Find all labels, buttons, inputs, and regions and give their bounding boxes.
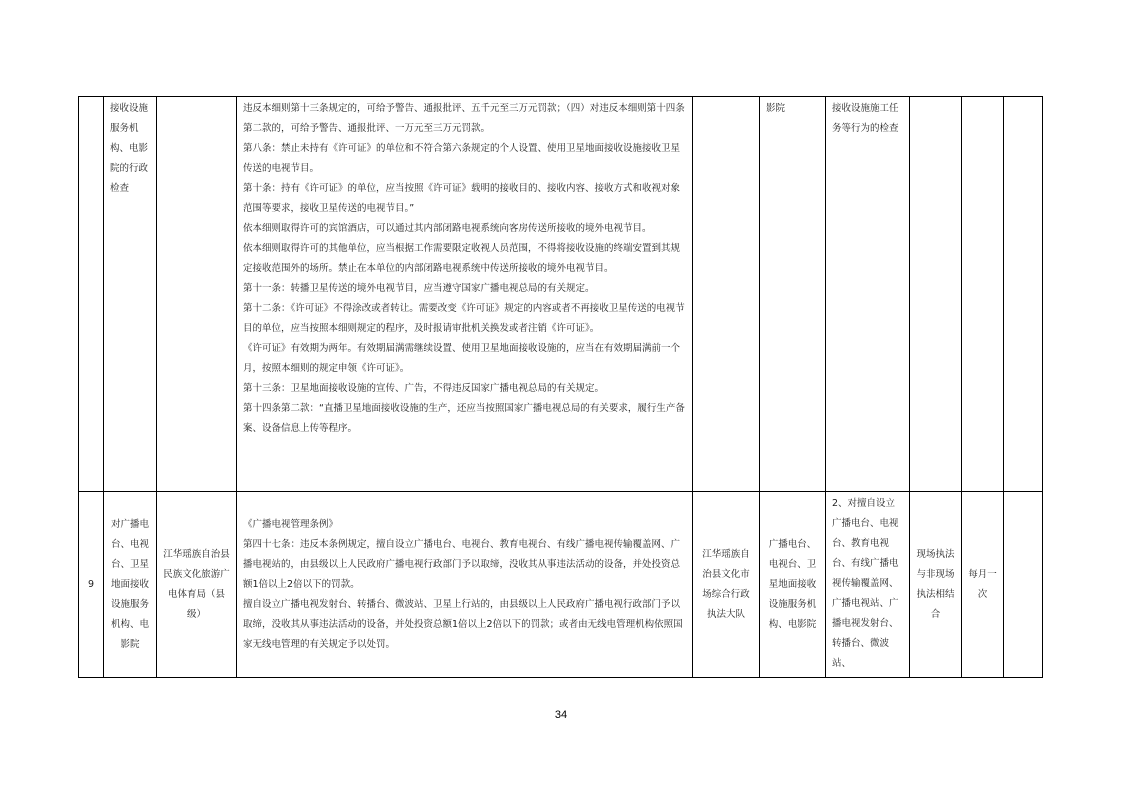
basis-paragraph: 第十四条第二款：“直播卫星地面接收设施的生产，还应当按照国家广播电视总局的有关要求，履行生产备案、设备信息上传等程序。 [243, 403, 685, 434]
inspection-item: 对广播电台、电视台、卫星地面接收设施服务机构、电影院 [104, 492, 157, 678]
inspection-frequency: 每月一次 [962, 492, 1004, 678]
basis-paragraph: 《许可证》有效期为两年。有效期届满需继续设置、使用卫星地面接收设施的，应当在有效期届满前一个月，按照本细则的规定申领《许可证》。 [243, 343, 681, 374]
inspection-subject [157, 97, 237, 492]
basis-paragraph: 违反本细则第十三条规定的，可给予警告、通报批评、五千元至三万元罚款；（四）对违反本细则第十四条第二款的，可给予警告、通报批评、一万元至三万元罚款。 [243, 103, 685, 134]
basis-paragraph: 第四十七条：违反本条例规定，擅自设立广播电台、电视台、教育电视台、有线广播电视传输覆盖网、广播电视站的，由县级以上人民政府广播电视行政部门予以取缔，没收其从事违法活动的设备，并处投资总额1倍以上2倍以下的罚款。 [243, 538, 681, 590]
table-row [79, 492, 1043, 678]
basis-paragraph: 第八条：禁止未持有《许可证》的单位和不符合第六条规定的个人设置、使用卫星地面接收设施接收卫星传送的电视节目。 [243, 143, 681, 174]
inspection-frequency [962, 97, 1004, 492]
basis-paragraph: 依本细则取得许可的其他单位，应当根据工作需要限定收视人员范围，不得将接收设施的终端安置到其规定接收范围外的场所。禁止在本单位的内部闭路电视系统中传送所接收的境外电视节目。 [243, 243, 681, 274]
inspection-content: 2、对擅自设立广播电台、电视台、教育电视台、有线广播电视传输覆盖网、广播电视站、广播电视发射台、转播台、微波站、 [826, 492, 910, 678]
enforcement-department: 江华瑶族自治县文化市场综合行政执法大队 [693, 492, 760, 678]
inspection-table [78, 96, 1043, 678]
inspection-content: 接收设施施工任务等行为的检查 [826, 97, 910, 492]
page-number: 34 [554, 709, 568, 721]
row-number: 9 [79, 492, 104, 678]
basis-paragraph: 第十条：持有《许可证》的单位，应当按照《许可证》载明的接收目的、接收内容、接收方式和收视对象范围等要求，接收卫星传送的电视节目。” [243, 183, 681, 214]
basis-paragraph: 第十一条：转播卫星传送的境外电视节目，应当遵守国家广播电视总局的有关规定。 [243, 283, 595, 294]
basis-paragraph: 依本细则取得许可的宾馆酒店，可以通过其内部闭路电视系统向客房传送所接收的境外电视节目。 [243, 223, 652, 234]
inspection-subject: 江华瑶族自治县民族文化旅游广电体育局（县级） [157, 492, 237, 678]
legal-basis [237, 97, 693, 492]
enforcement-department [693, 97, 760, 492]
legal-basis [237, 492, 693, 678]
basis-paragraph: 擅自设立广播电视发射台、转播台、微波站、卫星上行站的，由县级以上人民政府广播电视行政部门予以取缔，没收其从事违法活动的设备，并处投资总额1倍以上2倍以下的罚款；或者由无线电管理机构依照国家无线电管理的有关规定予以处罚。 [243, 598, 683, 650]
basis-paragraph: 第十三条：卫星地面接收设施的宣传、广告，不得违反国家广播电视总局的有关规定。 [243, 383, 605, 394]
row-number [79, 97, 104, 492]
basis-paragraph: 第十二条：《许可证》不得涂改或者转让。需要改变《许可证》规定的内容或者不再接收卫星传送的电视节目的单位，应当按照本细则规定的程序，及时报请审批机关换发或者注销《许可证》。 [243, 303, 685, 334]
basis-paragraph: 《广播电视管理条例》 [243, 518, 339, 530]
remarks [1004, 97, 1043, 492]
remarks [1004, 492, 1043, 678]
inspection-method [910, 97, 962, 492]
inspection-item: 接收设施服务机构、电影院的行政检查 [104, 97, 157, 492]
inspection-object: 影院 [760, 97, 826, 492]
table-row [79, 97, 1043, 492]
inspection-method: 现场执法与非现场执法相结合 [910, 492, 962, 678]
inspection-object: 广播电台、电视台、卫星地面接收设施服务机构、电影院 [760, 492, 826, 678]
